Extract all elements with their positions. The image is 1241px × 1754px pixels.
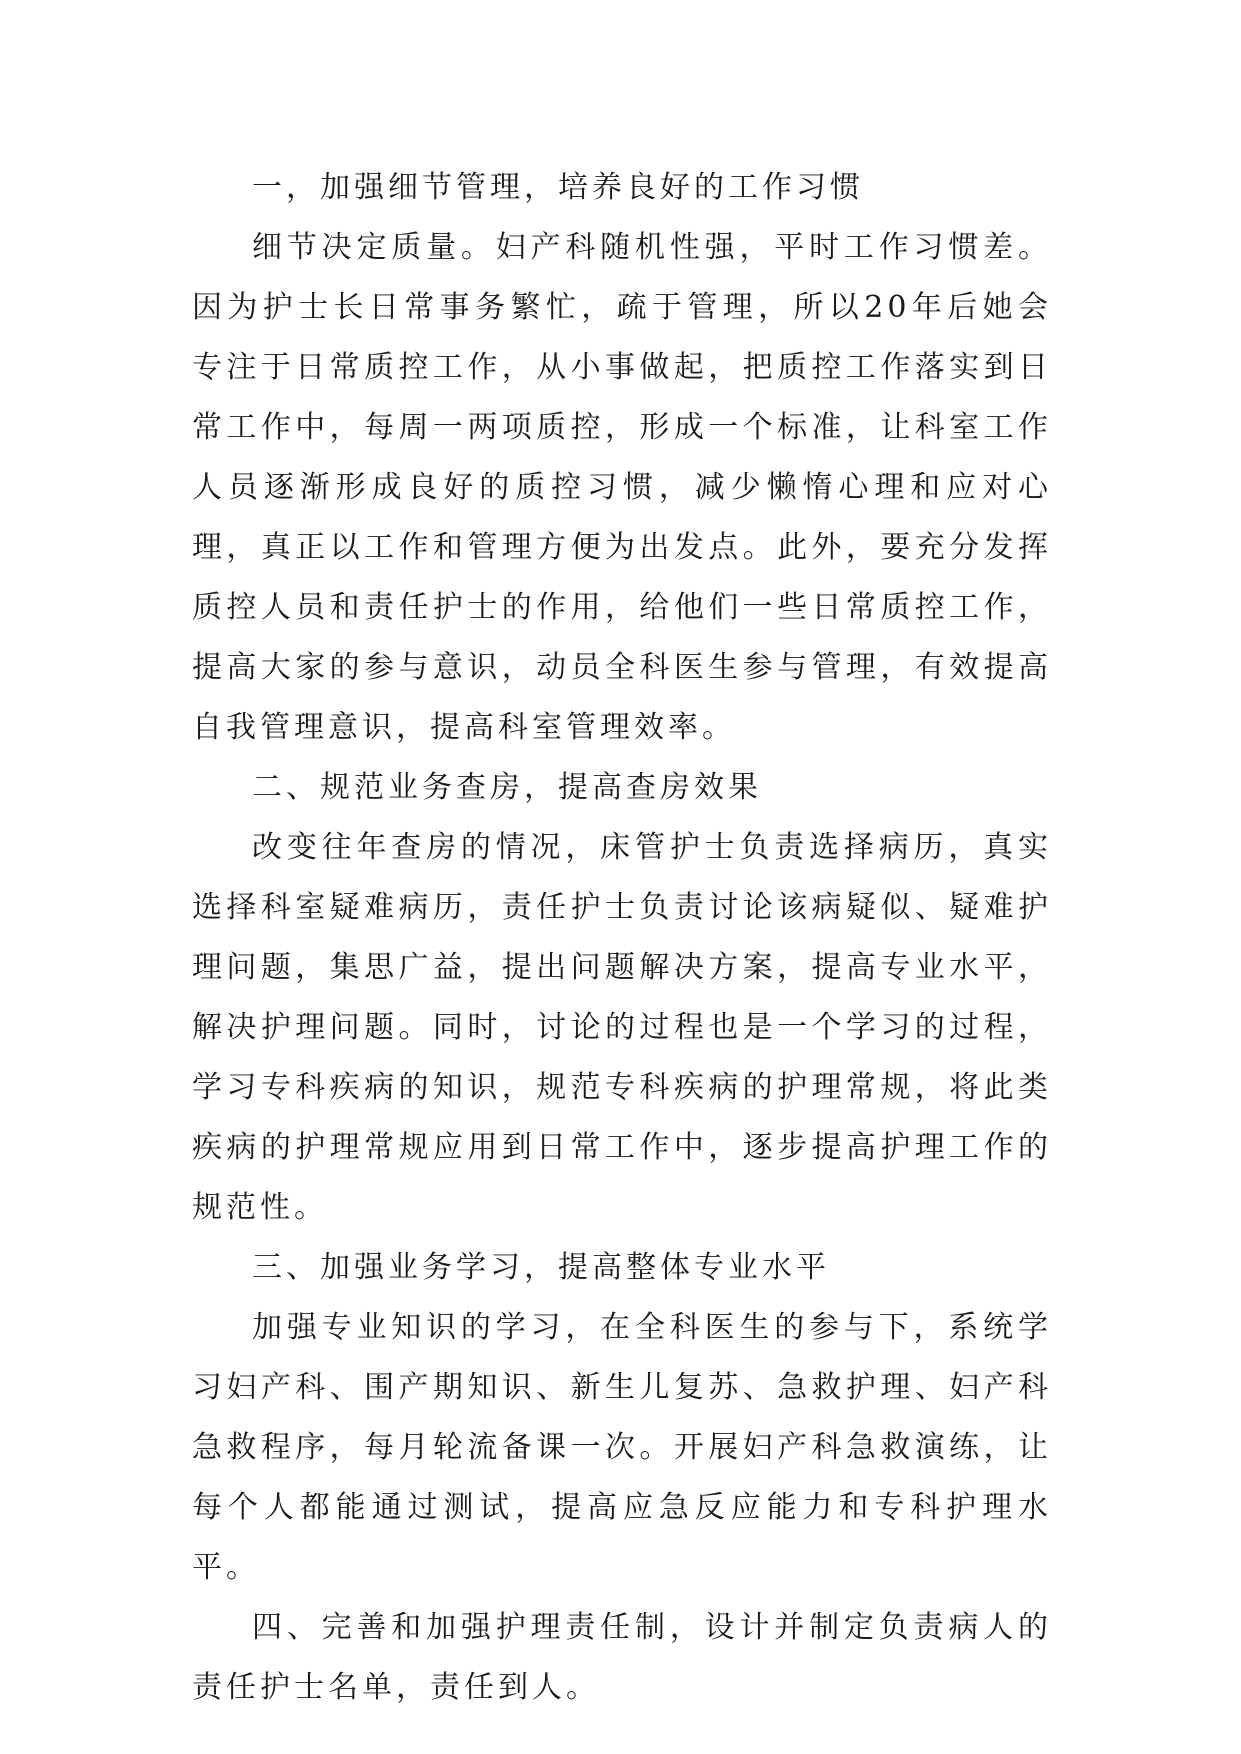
section-heading-1: 一，加强细节管理，培养良好的工作习惯 bbox=[252, 170, 864, 205]
document-body bbox=[192, 158, 1052, 1718]
section-paragraph-4: 四、完善和加强护理责任制，设计并制定负责病人的责任护士名单，责任到人。 bbox=[192, 1610, 1052, 1705]
section-heading-2: 二、规范业务查房，提高查房效果 bbox=[252, 770, 762, 805]
section-heading-3: 三、加强业务学习，提高整体专业水平 bbox=[252, 1250, 830, 1285]
body-paragraph-3: 加强专业知识的学习，在全科医生的参与下，系统学习妇产科、围产期知识、新生儿复苏、急救护理、妇产科急救程序，每月轮流备课一次。开展妇产科急救演练，让每个人都能通过测试，提高应急反应能力和专科护理水平。 bbox=[192, 1310, 1052, 1585]
body-paragraph-1: 细节决定质量。妇产科随机性强，平时工作习惯差。因为护士长日常事务繁忙，疏于管理，所以20年后她会专注于日常质控工作，从小事做起，把质控工作落实到日常工作中，每周一两项质控，形成一个标准，让科室工作人员逐渐形成良好的质控习惯，减少懒惰心理和应对心理，真正以工作和管理方便为出发点。此外，要充分发挥质控人员和责任护士的作用，给他们一些日常质控工作，提高大家的参与意识，动员全科医生参与管理，有效提高自我管理意识，提高科室管理效率。 bbox=[192, 230, 1052, 745]
body-paragraph-2: 改变往年查房的情况，床管护士负责选择病历，真实选择科室疑难病历，责任护士负责讨论该病疑似、疑难护理问题，集思广益，提出问题解决方案，提高专业水平，解决护理问题。同时，讨论的过程也是一个学习的过程，学习专科疾病的知识，规范专科疾病的护理常规，将此类疾病的护理常规应用到日常工作中，逐步提高护理工作的规范性。 bbox=[192, 830, 1052, 1225]
